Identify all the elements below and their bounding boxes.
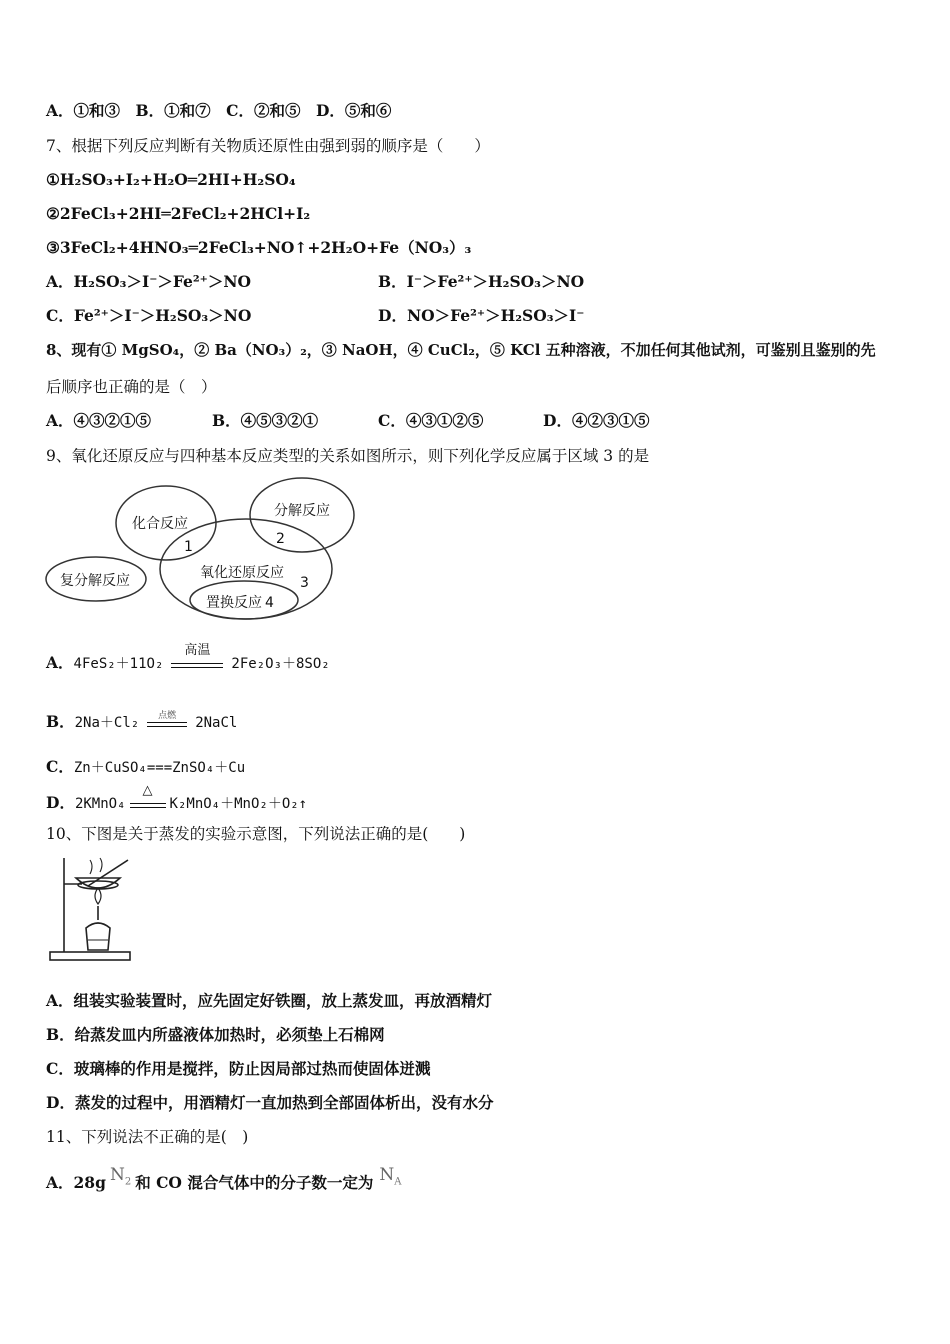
q10-option-a: A．组装实验装置时，应先固定好铁圈，放上蒸发皿，再放酒精灯	[46, 991, 493, 1010]
q9-option-a	[46, 643, 330, 675]
q9-a-products: 2Fe₂O₃＋8SO₂	[231, 656, 330, 672]
q9-b-condition-text: 点燃	[158, 711, 177, 721]
q7-reaction-3: ③3FeCl₂+4HNO₃═2FeCl₃+NO↑+2H₂O+Fe（NO₃）₃	[46, 238, 472, 257]
alcohol-lamp	[86, 923, 110, 950]
q7-option-d: D．NO＞Fe²⁺＞H₂SO₃＞I⁻	[378, 306, 585, 325]
q10-option-c: C．玻璃棒的作用是搅拌，防止因局部过热而使固体迸溅	[46, 1059, 431, 1078]
q9-option-d-letter: D．	[46, 793, 75, 812]
q11-stem: 11、下列说法不正确的是( )	[46, 1128, 249, 1146]
q9-stem: 9、氧化还原反应与四种基本反应类型的关系如图所示，则下列化学反应属于区域 3 的是	[46, 447, 650, 465]
q9-option-d	[46, 783, 308, 815]
q10-option-d: D．蒸发的过程中，用酒精灯一直加热到全部固体析出，没有水分	[46, 1093, 494, 1112]
q11-a-prefix: A．28g	[46, 1173, 106, 1192]
steam-curl	[90, 858, 102, 874]
flame	[95, 888, 101, 904]
region-3-label: 3	[300, 575, 309, 591]
q8-option-c: C．④③①②⑤	[378, 411, 484, 430]
q7-reaction-1: ①H₂SO₃+I₂+H₂O═2HI+H₂SO₄	[46, 170, 296, 189]
decomposition-label: 分解反应	[274, 503, 330, 519]
q9-option-b-letter: B．	[46, 712, 75, 731]
q9-b-reactants: 2Na＋Cl₂	[74, 715, 140, 731]
q8-stem-line2: 后顺序也正确的是（ ）	[46, 378, 217, 396]
q8-stem-line1: 8、现有① MgSO₄，② Ba（NO₃）₂，③ NaOH，④ CuCl₂，⑤ KCl 五种溶液，不加任何其他试剂，可鉴别且鉴别的先	[46, 341, 876, 359]
q9-option-b	[46, 709, 237, 734]
q9-d-products: K₂MnO₄＋MnO₂＋O₂↑	[169, 796, 308, 812]
double-decomposition-label: 复分解反应	[60, 573, 130, 589]
q9-d-condition	[128, 783, 168, 814]
redox-label: 氧化还原反应	[200, 565, 284, 581]
q9-option-c	[46, 756, 245, 779]
stand-base	[50, 952, 130, 960]
q9-option-a-letter: A．	[46, 653, 74, 672]
q8-option-d: D．④②③①⑤	[543, 411, 650, 430]
q9-b-products: 2NaCl	[195, 715, 238, 731]
q11-option-a	[46, 1165, 402, 1205]
region-2-label: 2	[276, 531, 285, 547]
q9-c-equation: Zn＋CuSO₄===ZnSO₄＋Cu	[73, 760, 246, 776]
displacement-label: 置换反应	[206, 595, 262, 611]
q7-option-b: B．I⁻＞Fe²⁺＞H₂SO₃＞NO	[378, 272, 585, 291]
region-1-label: 1	[184, 539, 193, 555]
evaporation-apparatus-figure	[46, 852, 136, 964]
q9-a-condition	[169, 643, 225, 674]
q9-option-c-letter: C．	[46, 757, 74, 776]
q8-option-b: B．④⑤③②①	[212, 411, 319, 430]
q11-a-na-symbol: $N_A$	[379, 1165, 402, 1188]
combination-label: 化合反应	[132, 516, 188, 532]
q7-stem: 7、根据下列反应判断有关物质还原性由强到弱的顺序是（ ）	[46, 137, 490, 155]
q11-a-middle: 和 CO 混合气体中的分子数一定为	[135, 1173, 374, 1192]
q7-reaction-2: ②2FeCl₃+2HI═2FeCl₂+2HCl+I₂	[46, 204, 311, 223]
q6-options: A．①和③ B．①和⑦ C．②和⑤ D．⑤和⑥	[46, 101, 392, 120]
q9-d-condition-text: △	[142, 783, 153, 798]
q9-a-reactants: 4FeS₂＋11O₂	[73, 656, 164, 672]
q7-option-a: A．H₂SO₃＞I⁻＞Fe²⁺＞NO	[46, 272, 252, 291]
q10-stem: 10、下图是关于蒸发的实验示意图，下列说法正确的是( )	[46, 825, 466, 843]
q9-b-condition	[145, 709, 189, 733]
redox-venn-diagram	[44, 475, 359, 625]
q7-option-c: C．Fe²⁺＞I⁻＞H₂SO₃＞NO	[46, 306, 252, 325]
q11-a-n2-symbol: $N_2$	[109, 1165, 132, 1188]
q8-option-a: A．④③②①⑤	[46, 411, 152, 430]
q10-option-b: B．给蒸发皿内所盛液体加热时，必须垫上石棉网	[46, 1025, 385, 1044]
q9-d-reactants: 2KMnO₄	[74, 796, 126, 812]
q9-a-condition-text: 高温	[184, 643, 211, 658]
region-4-label: 4	[265, 595, 274, 611]
